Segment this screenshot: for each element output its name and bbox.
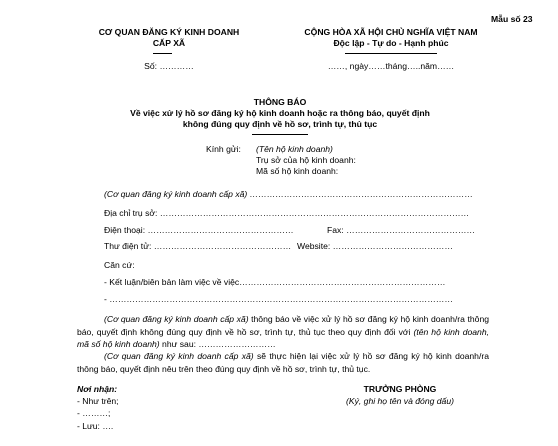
fax-field: Fax: ………………………………………	[327, 225, 476, 235]
address-field: Địa chỉ trụ sở: ………………………………………………………………………………………………	[104, 208, 470, 218]
recipients-label: Nơi nhận:	[77, 384, 118, 394]
paragraph1-lead: (Cơ quan đăng ký kinh doanh cấp xã)	[104, 314, 249, 324]
agency-line2: CẤP XÃ	[152, 38, 186, 48]
signature-note: (Ký, ghi họ tên và đóng dấu)	[346, 396, 454, 406]
document-title: THÔNG BÁO	[253, 97, 307, 107]
agency-underline	[153, 53, 172, 54]
motto-underline	[345, 53, 437, 54]
basis-item-2: - …………………………………………………………………………………………………………	[104, 294, 453, 304]
paragraph1-ref: (tên hộ kinh doanh, mã số hộ kinh doanh)	[77, 326, 489, 349]
document-subtitle-line2: không đúng quy định về hồ sơ, trình tự, thủ tục	[182, 119, 378, 129]
agency-field: (Cơ quan đăng ký kinh doanh cấp xã) ……………………………………………………………………	[104, 189, 474, 199]
title-underline	[252, 134, 308, 135]
signature-title: TRƯỞNG PHÒNG	[363, 384, 437, 394]
notice-paragraph-2	[77, 350, 489, 375]
basis-item-1: - Kết luận/biên bản làm việc về việc………………………………………………………………	[104, 277, 446, 287]
issue-date: ……, ngày……tháng…..năm……	[327, 61, 455, 71]
recipient-label: Kính gửi:	[206, 144, 241, 154]
recipients-line-1: - Như trên;	[77, 396, 119, 406]
website-field: Website: ……………………………………	[297, 241, 453, 251]
nation-title: CỘNG HÒA XÃ HỘI CHỦ NGHĨA VIỆT NAM	[304, 27, 478, 37]
form-number: Mẫu số 23	[491, 14, 533, 24]
email-field: Thư điện tử: …………………………………………	[104, 241, 292, 251]
paragraph1-text: thông báo về việc xử lý hồ sơ đăng ký hộ kinh doanh/ra thông báo, quyết định không đúng quy định về hồ sơ, trình tự, thủ tục theo quy định đối với	[77, 314, 489, 337]
paragraph2-lead: (Cơ quan đăng ký kinh doanh cấp xã)	[104, 351, 254, 361]
document-number: Số: …………	[144, 61, 194, 71]
recipient-address: Trụ sở của hộ kinh doanh:	[256, 155, 356, 165]
recipients-line-2: - ………;	[77, 408, 111, 418]
basis-label: Căn cứ:	[104, 260, 135, 270]
paragraph2-text: sẽ thực hiện lại việc xử lý hồ sơ đăng ký hộ kinh doanh/ra thông báo, quyết định nêu trên theo đúng quy định về hồ sơ, trình tự, thủ tục.	[77, 351, 489, 374]
recipients-line-3: - Lưu: ….	[77, 421, 114, 431]
recipient-name: (Tên hộ kinh doanh)	[256, 144, 333, 154]
notice-paragraph-1	[77, 313, 489, 351]
paragraph1-tail: như sau: ………………………	[159, 339, 276, 349]
document-subtitle-line1: Về việc xử lý hồ sơ đăng ký hộ kinh doanh hoặc ra thông báo, quyết định	[130, 108, 430, 118]
phone-field: Điện thoại: ……………………………………………	[104, 225, 294, 235]
agency-line1: CƠ QUAN ĐĂNG KÝ KINH DOANH	[98, 27, 240, 37]
nation-motto: Độc lập - Tự do - Hạnh phúc	[333, 38, 449, 48]
recipient-code: Mã số hộ kinh doanh:	[256, 166, 339, 176]
